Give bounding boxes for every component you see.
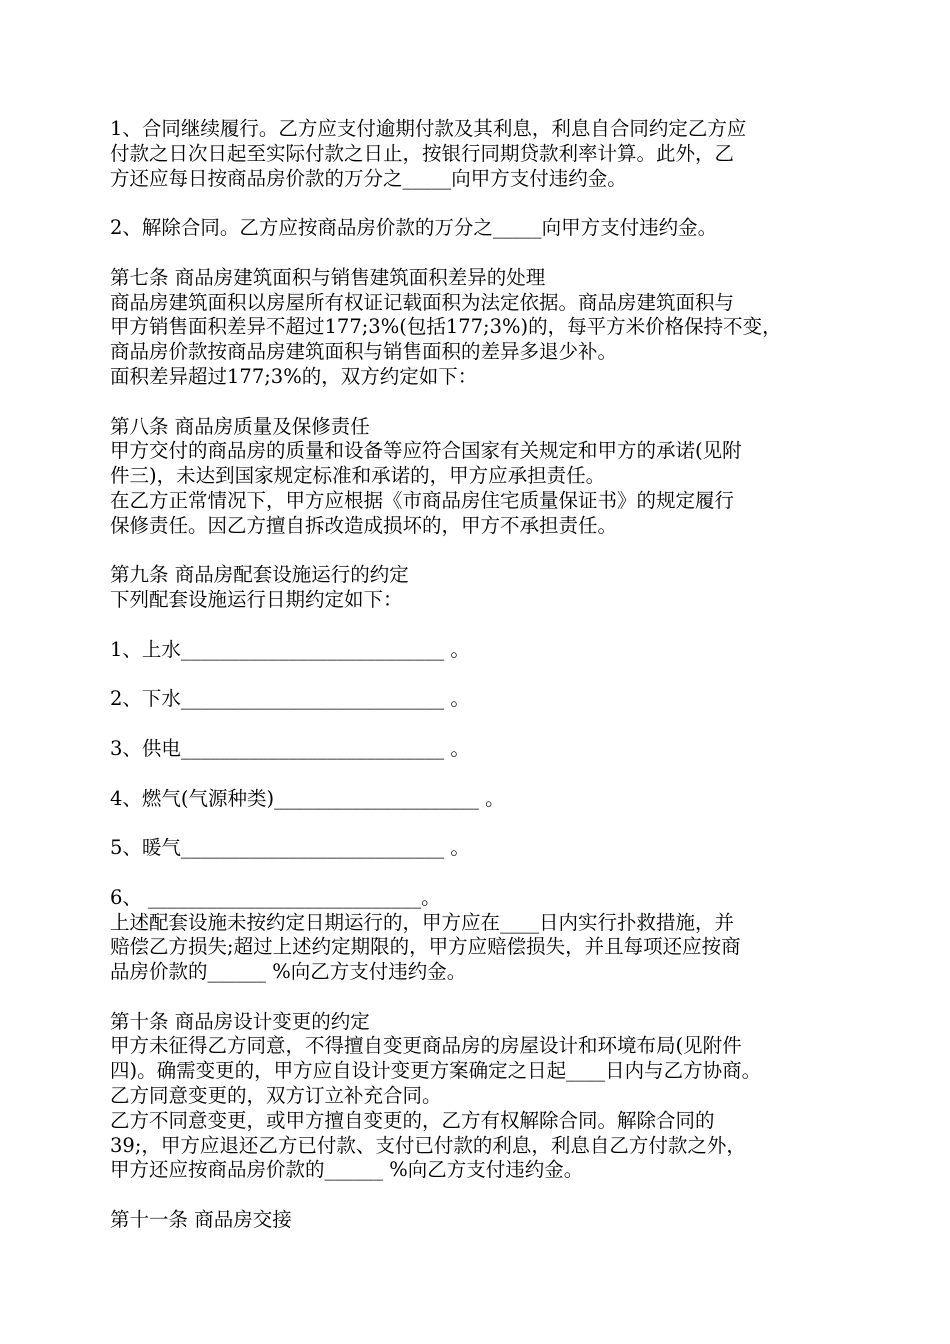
text-line: 在乙方正常情况下，甲方应根据《市商品房住宅质量保证书》的规定履行 xyxy=(110,488,735,512)
blank-line xyxy=(110,539,850,564)
text-line: 甲方未征得乙方同意，不得擅自变更商品房的房屋设计和环境布局(见附件 xyxy=(110,1034,742,1058)
text-line: 2、下水___________________________ 。 xyxy=(110,687,470,711)
blank-line xyxy=(110,712,850,737)
text-line: 赔偿乙方损失;超过上述约定期限的，甲方应赔偿损失，并且每项还应按商 xyxy=(110,935,741,959)
text-line: 39;，甲方应退还乙方已付款、支付已付款的利息，利息自乙方付款之外， xyxy=(110,1133,746,1157)
text-line: 甲方交付的商品房的质量和设备等应符合国家有关规定和甲方的承诺(见附 xyxy=(110,439,742,463)
text-line: 甲方销售面积差异不超过177;3%(包括177;3%)的，每平方米价格保持不变， xyxy=(110,315,782,339)
blank-line xyxy=(110,241,850,266)
section-heading: 第七条 商品房建筑面积与销售建筑面积差异的处理 xyxy=(110,265,546,289)
text-line: 乙方同意变更的，双方订立补充合同。 xyxy=(110,1084,442,1108)
text-line: 品房价款的______ %向乙方支付违约金。 xyxy=(110,960,467,984)
section-heading: 第八条 商品房质量及保修责任 xyxy=(110,414,370,438)
blank-line xyxy=(110,985,850,1010)
text-line: 面积差异超过177;3%的，双方约定如下： xyxy=(110,364,478,388)
text-line: 5、暖气___________________________ 。 xyxy=(110,836,470,860)
text-line: 4、燃气(气源种类)_____________________ 。 xyxy=(110,786,505,810)
text-line: 6、 ____________________________。 xyxy=(110,885,441,909)
blank-line xyxy=(110,613,850,638)
text-line: 甲方还应按商品房价款的______ %向乙方支付违约金。 xyxy=(110,1158,584,1182)
blank-line xyxy=(110,191,850,216)
text-line: 乙方不同意变更，或甲方擅自变更的，乙方有权解除合同。解除合同的 xyxy=(110,1108,715,1132)
text-line: 商品房建筑面积以房屋所有权证记载面积为法定依据。商品房建筑面积与 xyxy=(110,290,735,314)
text-line: 件三)，未达到国家规定标准和承诺的，甲方应承担责任。 xyxy=(110,464,606,488)
section-heading: 第十条 商品房设计变更的约定 xyxy=(110,1009,370,1033)
text-line: 保修责任。因乙方擅自拆改造成损坏的，甲方不承担责任。 xyxy=(110,513,618,537)
text-line: 上述配套设施未按约定日期运行的，甲方应在____日内实行扑救措施，并 xyxy=(110,910,735,934)
blank-line xyxy=(110,1183,850,1208)
text-line: 1、合同继续履行。乙方应支付逾期付款及其利息，利息自合同约定乙方应 xyxy=(110,117,747,140)
document-body xyxy=(110,117,850,1233)
text-line: 商品房价款按商品房建筑面积与销售面积的差异多退少补。 xyxy=(110,340,618,364)
text-line: 四)。确需变更的，甲方应自设计变更方案确定之日起____日内与乙方协商。 xyxy=(110,1059,762,1083)
text-line: 付款之日次日起至实际付款之日止，按银行同期贷款利率计算。此外，乙 xyxy=(110,141,735,165)
blank-line xyxy=(110,390,850,415)
text-line: 下列配套设施运行日期约定如下： xyxy=(110,588,403,612)
blank-line xyxy=(110,663,850,688)
blank-line xyxy=(110,811,850,836)
section-heading: 第九条 商品房配套设施运行的约定 xyxy=(110,563,409,587)
section-heading: 第十一条 商品房交接 xyxy=(110,1208,292,1232)
text-line: 方还应每日按商品房价款的万分之_____向甲方支付违约金。 xyxy=(110,166,627,190)
text-line: 2、解除合同。乙方应按商品房价款的万分之_____向甲方支付违约金。 xyxy=(110,216,718,240)
blank-line xyxy=(110,762,850,787)
text-line: 3、供电___________________________ 。 xyxy=(110,736,470,760)
blank-line xyxy=(110,861,850,886)
text-line: 1、上水___________________________ 。 xyxy=(110,637,470,661)
